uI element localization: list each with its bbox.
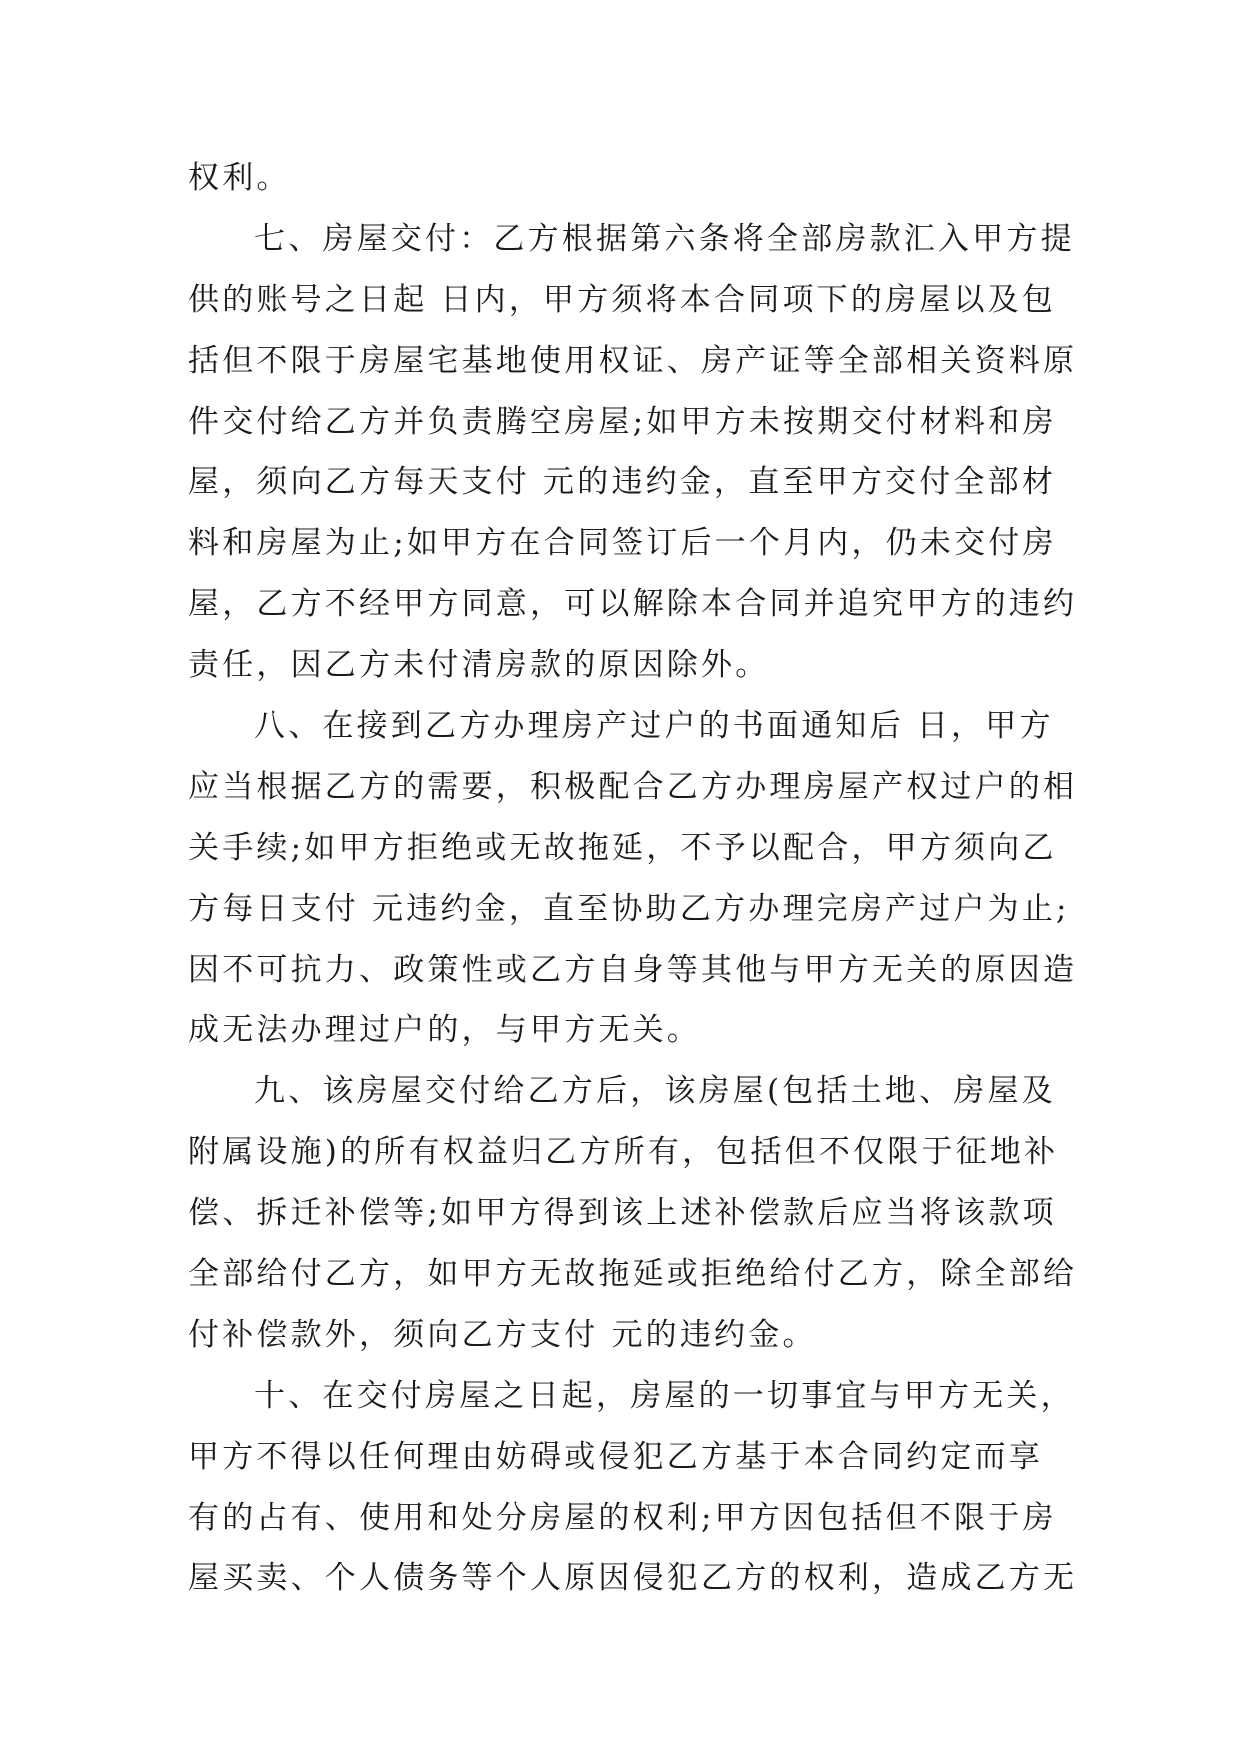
paragraph-10-start: 十、在交付房屋之日起，房屋的一切事宜与甲方无关，	[254, 1377, 1075, 1414]
paragraph-9-start: 九、该房屋交付给乙方后，该房屋(包括土地、房屋及	[254, 1073, 1056, 1110]
text-line: 关手续;如甲方拒绝或无故拖延，不予以配合，甲方须向乙	[188, 829, 1057, 866]
text-line: 屋，乙方不经甲方同意，可以解除本合同并追究甲方的违约	[188, 586, 1078, 623]
text-line: 成无法办理过户的，与甲方无关。	[188, 1012, 701, 1049]
text-line: 屋，须向乙方每天支付 元的违约金，直至甲方交付全部材	[188, 464, 1057, 501]
paragraph-8-start: 八、在接到乙方办理房产过户的书面通知后 日，甲方	[254, 708, 1054, 745]
text-line: 括但不限于房屋宅基地使用权证、房产证等全部相关资料原	[188, 342, 1078, 379]
text-line: 屋买卖、个人债务等个人原因侵犯乙方的权利，造成乙方无	[188, 1560, 1078, 1597]
text-line: 料和房屋为止;如甲方在合同签订后一个月内，仍未交付房	[188, 525, 1057, 562]
text-line: 件交付给乙方并负责腾空房屋;如甲方未按期交付材料和房	[188, 403, 1057, 440]
text-line: 供的账号之日起 日内，甲方须将本合同项下的房屋以及包	[188, 281, 1057, 318]
text-line: 附属设施)的所有权益归乙方所有，包括但不仅限于征地补	[188, 1134, 1059, 1171]
text-line: 偿、拆迁补偿等;如甲方得到该上述补偿款后应当将该款项	[188, 1195, 1057, 1232]
paragraph-7-start: 七、房屋交付：乙方根据第六条将全部房款汇入甲方提	[254, 220, 1075, 257]
text-line: 因不可抗力、政策性或乙方自身等其他与甲方无关的原因造	[188, 951, 1078, 988]
text-line: 应当根据乙方的需要，积极配合乙方办理房屋产权过户的相	[188, 768, 1078, 805]
text-line: 付补偿款外，须向乙方支付 元的违约金。	[188, 1316, 817, 1353]
text-line: 甲方不得以任何理由妨碍或侵犯乙方基于本合同约定而享	[188, 1438, 1043, 1475]
text-line: 权利。	[188, 160, 291, 196]
text-line: 责任，因乙方未付清房款的原因除外。	[188, 647, 770, 684]
text-line: 方每日支付 元违约金，直至协助乙方办理完房产过户为止;	[188, 890, 1070, 927]
text-line: 全部给付乙方，如甲方无故拖延或拒绝给付乙方，除全部给	[188, 1256, 1078, 1293]
text-line: 有的占有、使用和处分房屋的权利;甲方因包括但不限于房	[188, 1499, 1057, 1536]
contract-body	[188, 148, 1078, 1609]
